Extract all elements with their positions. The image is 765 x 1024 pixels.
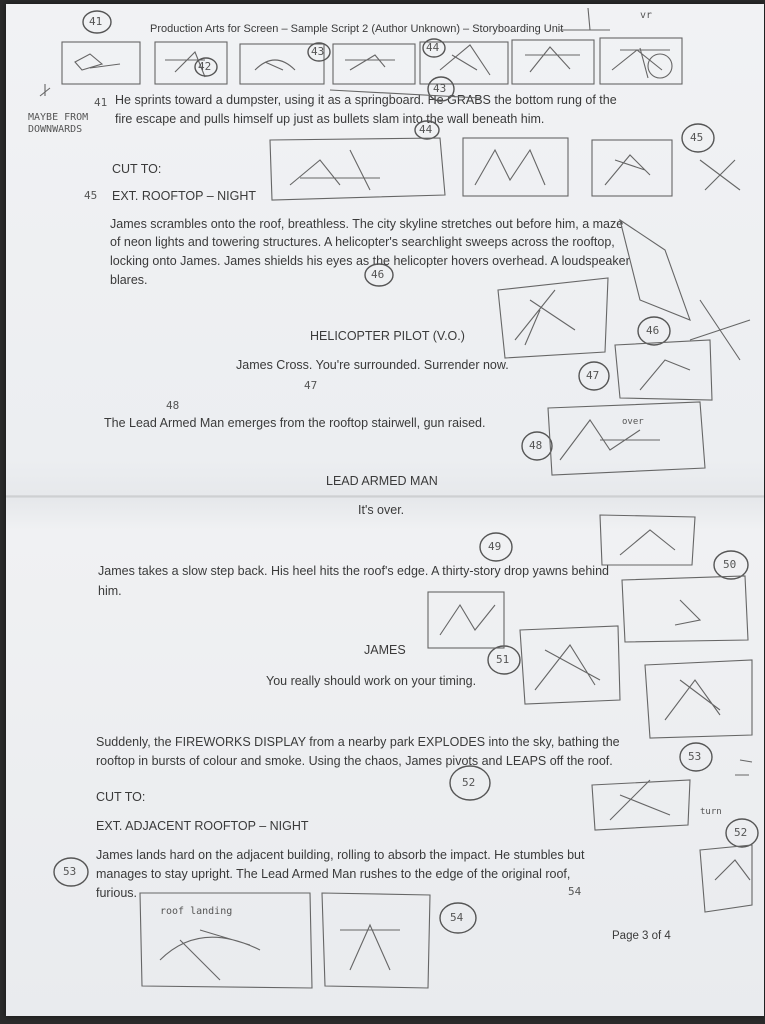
margin-frame-mark: 54 xyxy=(568,885,582,898)
character-name: HELICOPTER PILOT (V.O.) xyxy=(310,329,465,343)
action-line: James takes a slow step back. His heel hits the roof's edge. A thirty-story drop yawns behind xyxy=(98,564,609,578)
frame-number-label: 53 xyxy=(63,865,77,878)
frame-number-label: 52 xyxy=(462,776,476,789)
action-line: rooftop in bursts of colour and smoke. Using the chaos, James pivots and LEAPS off the roof. xyxy=(96,754,613,768)
storyboard-frames-right xyxy=(270,138,752,912)
dialogue: You really should work on your timing. xyxy=(266,674,477,688)
margin-frame-mark: 48 xyxy=(166,399,180,412)
action-line: him. xyxy=(98,584,122,598)
frame-number-label: 51 xyxy=(496,653,510,666)
scene-heading: EXT. ADJACENT ROOFTOP – NIGHT xyxy=(96,819,309,833)
page-header: Production Arts for Screen – Sample Script 2 (Author Unknown) – Storyboarding Unit xyxy=(150,23,564,35)
frame-number-label: 44 xyxy=(426,41,440,54)
frame-number-label: 46 xyxy=(371,268,385,281)
action-line: furious. xyxy=(96,886,137,900)
frame-number-label: 48 xyxy=(529,439,543,452)
action-line: fire escape and pulls himself up just as bullets slam into the wall beneath him. xyxy=(115,112,545,126)
frame-number-label: 44 xyxy=(419,123,433,136)
transition: CUT TO: xyxy=(96,790,146,804)
circled-frame-numbers xyxy=(54,11,758,933)
frame-number-label: 47 xyxy=(586,369,600,382)
frame-number-label: 41 xyxy=(89,15,103,28)
action-line: of neon lights and towering structures. A helicopter's searchlight sweeps across the rooftop, xyxy=(110,235,615,249)
frame-number-label: 52 xyxy=(734,826,748,839)
pencil-strokes xyxy=(40,8,752,775)
action-line: The Lead Armed Man emerges from the rooftop stairwell, gun raised. xyxy=(104,416,486,430)
frame-number-label: 53 xyxy=(688,750,702,763)
sketch-note: roof landing xyxy=(160,906,233,917)
page-number: Page 3 of 4 xyxy=(612,930,671,942)
character-name: LEAD ARMED MAN xyxy=(326,474,438,488)
scene-heading: EXT. ROOFTOP – NIGHT xyxy=(112,189,257,203)
action-line: James lands hard on the adjacent building, rolling to absorb the impact. He stumbles but xyxy=(96,848,585,862)
action-line: James scrambles onto the roof, breathless. The city skyline stretches out before him, a maze xyxy=(110,217,624,231)
transition: CUT TO: xyxy=(112,162,162,176)
action-line: blares. xyxy=(110,273,148,287)
sketch-note: over xyxy=(622,417,644,427)
frame-number-label: 46 xyxy=(646,324,660,337)
character-name: JAMES xyxy=(364,643,406,657)
frame-number-label: 45 xyxy=(690,131,704,144)
frame-number-label: 43 xyxy=(311,45,325,58)
thumbnail-row-top xyxy=(62,38,682,84)
frame-number-label: 43 xyxy=(433,82,447,95)
frame-number-label: 49 xyxy=(488,540,502,553)
action-line: manages to stay upright. The Lead Armed Man rushes to the edge of the original roof, xyxy=(96,867,571,881)
sketch-note: turn xyxy=(700,807,722,817)
frame-number-label: 54 xyxy=(450,911,464,924)
sketch-note: vr xyxy=(640,10,653,21)
action-line: locking onto James. James shields his eyes as the helicopter hovers overhead. A loudspeaker xyxy=(110,254,630,268)
dialogue: James Cross. You're surrounded. Surrender now. xyxy=(236,358,509,372)
margin-frame-mark: 41 xyxy=(94,96,108,109)
action-line: He sprints toward a dumpster, using it as a springboard. He GRABS the bottom rung of the xyxy=(115,93,617,107)
frame-number-label: 50 xyxy=(723,558,737,571)
margin-frame-mark: 47 xyxy=(304,379,318,392)
action-line: Suddenly, the FIREWORKS DISPLAY from a nearby park EXPLODES into the sky, bathing the xyxy=(96,735,620,749)
margin-frame-mark: 45 xyxy=(84,189,98,202)
frame-number-label: 42 xyxy=(198,60,212,73)
margin-note: MAYBE FROM DOWNWARDS xyxy=(28,112,89,135)
dialogue: It's over. xyxy=(358,503,405,517)
